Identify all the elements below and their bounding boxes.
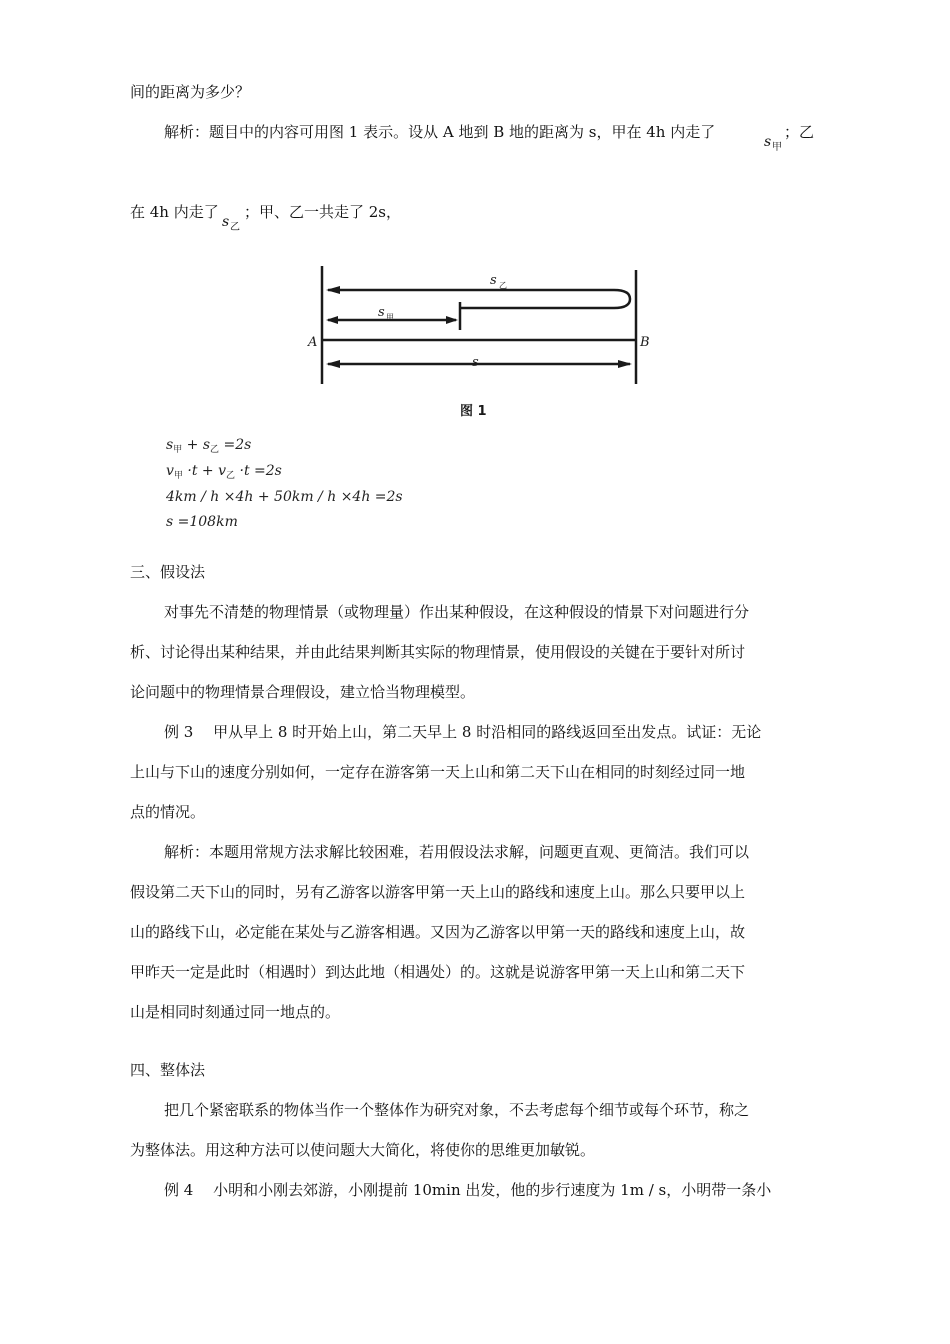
s-label: s	[472, 355, 479, 370]
s-jia-left-arrowhead	[326, 316, 338, 324]
equation-3: 4km / h ×4h + 50km / h ×4h =2s	[166, 489, 403, 505]
s-right-arrowhead	[618, 360, 632, 368]
s-left-arrowhead	[326, 360, 340, 368]
s-yi-sub: 乙	[499, 281, 507, 290]
s-jia-sub: 甲	[386, 313, 394, 322]
s-yi-path	[328, 290, 630, 308]
s-yi-arrowhead	[326, 286, 340, 294]
s-yi-label: s	[490, 273, 497, 288]
figure-caption: 图 1	[460, 404, 487, 419]
figure-1-diagram	[300, 260, 660, 430]
equation-4: s =108km	[166, 514, 238, 530]
s-jia-right-arrowhead	[446, 316, 458, 324]
equation-1: $s_甲 + s_乙 =2s$	[166, 437, 252, 455]
label-b: B	[640, 335, 650, 350]
equation-2: $v_甲 \cdot t + v_乙 \cdot t =2s$	[166, 463, 282, 481]
s-jia-label: s	[378, 305, 385, 320]
label-a: A	[308, 335, 318, 350]
